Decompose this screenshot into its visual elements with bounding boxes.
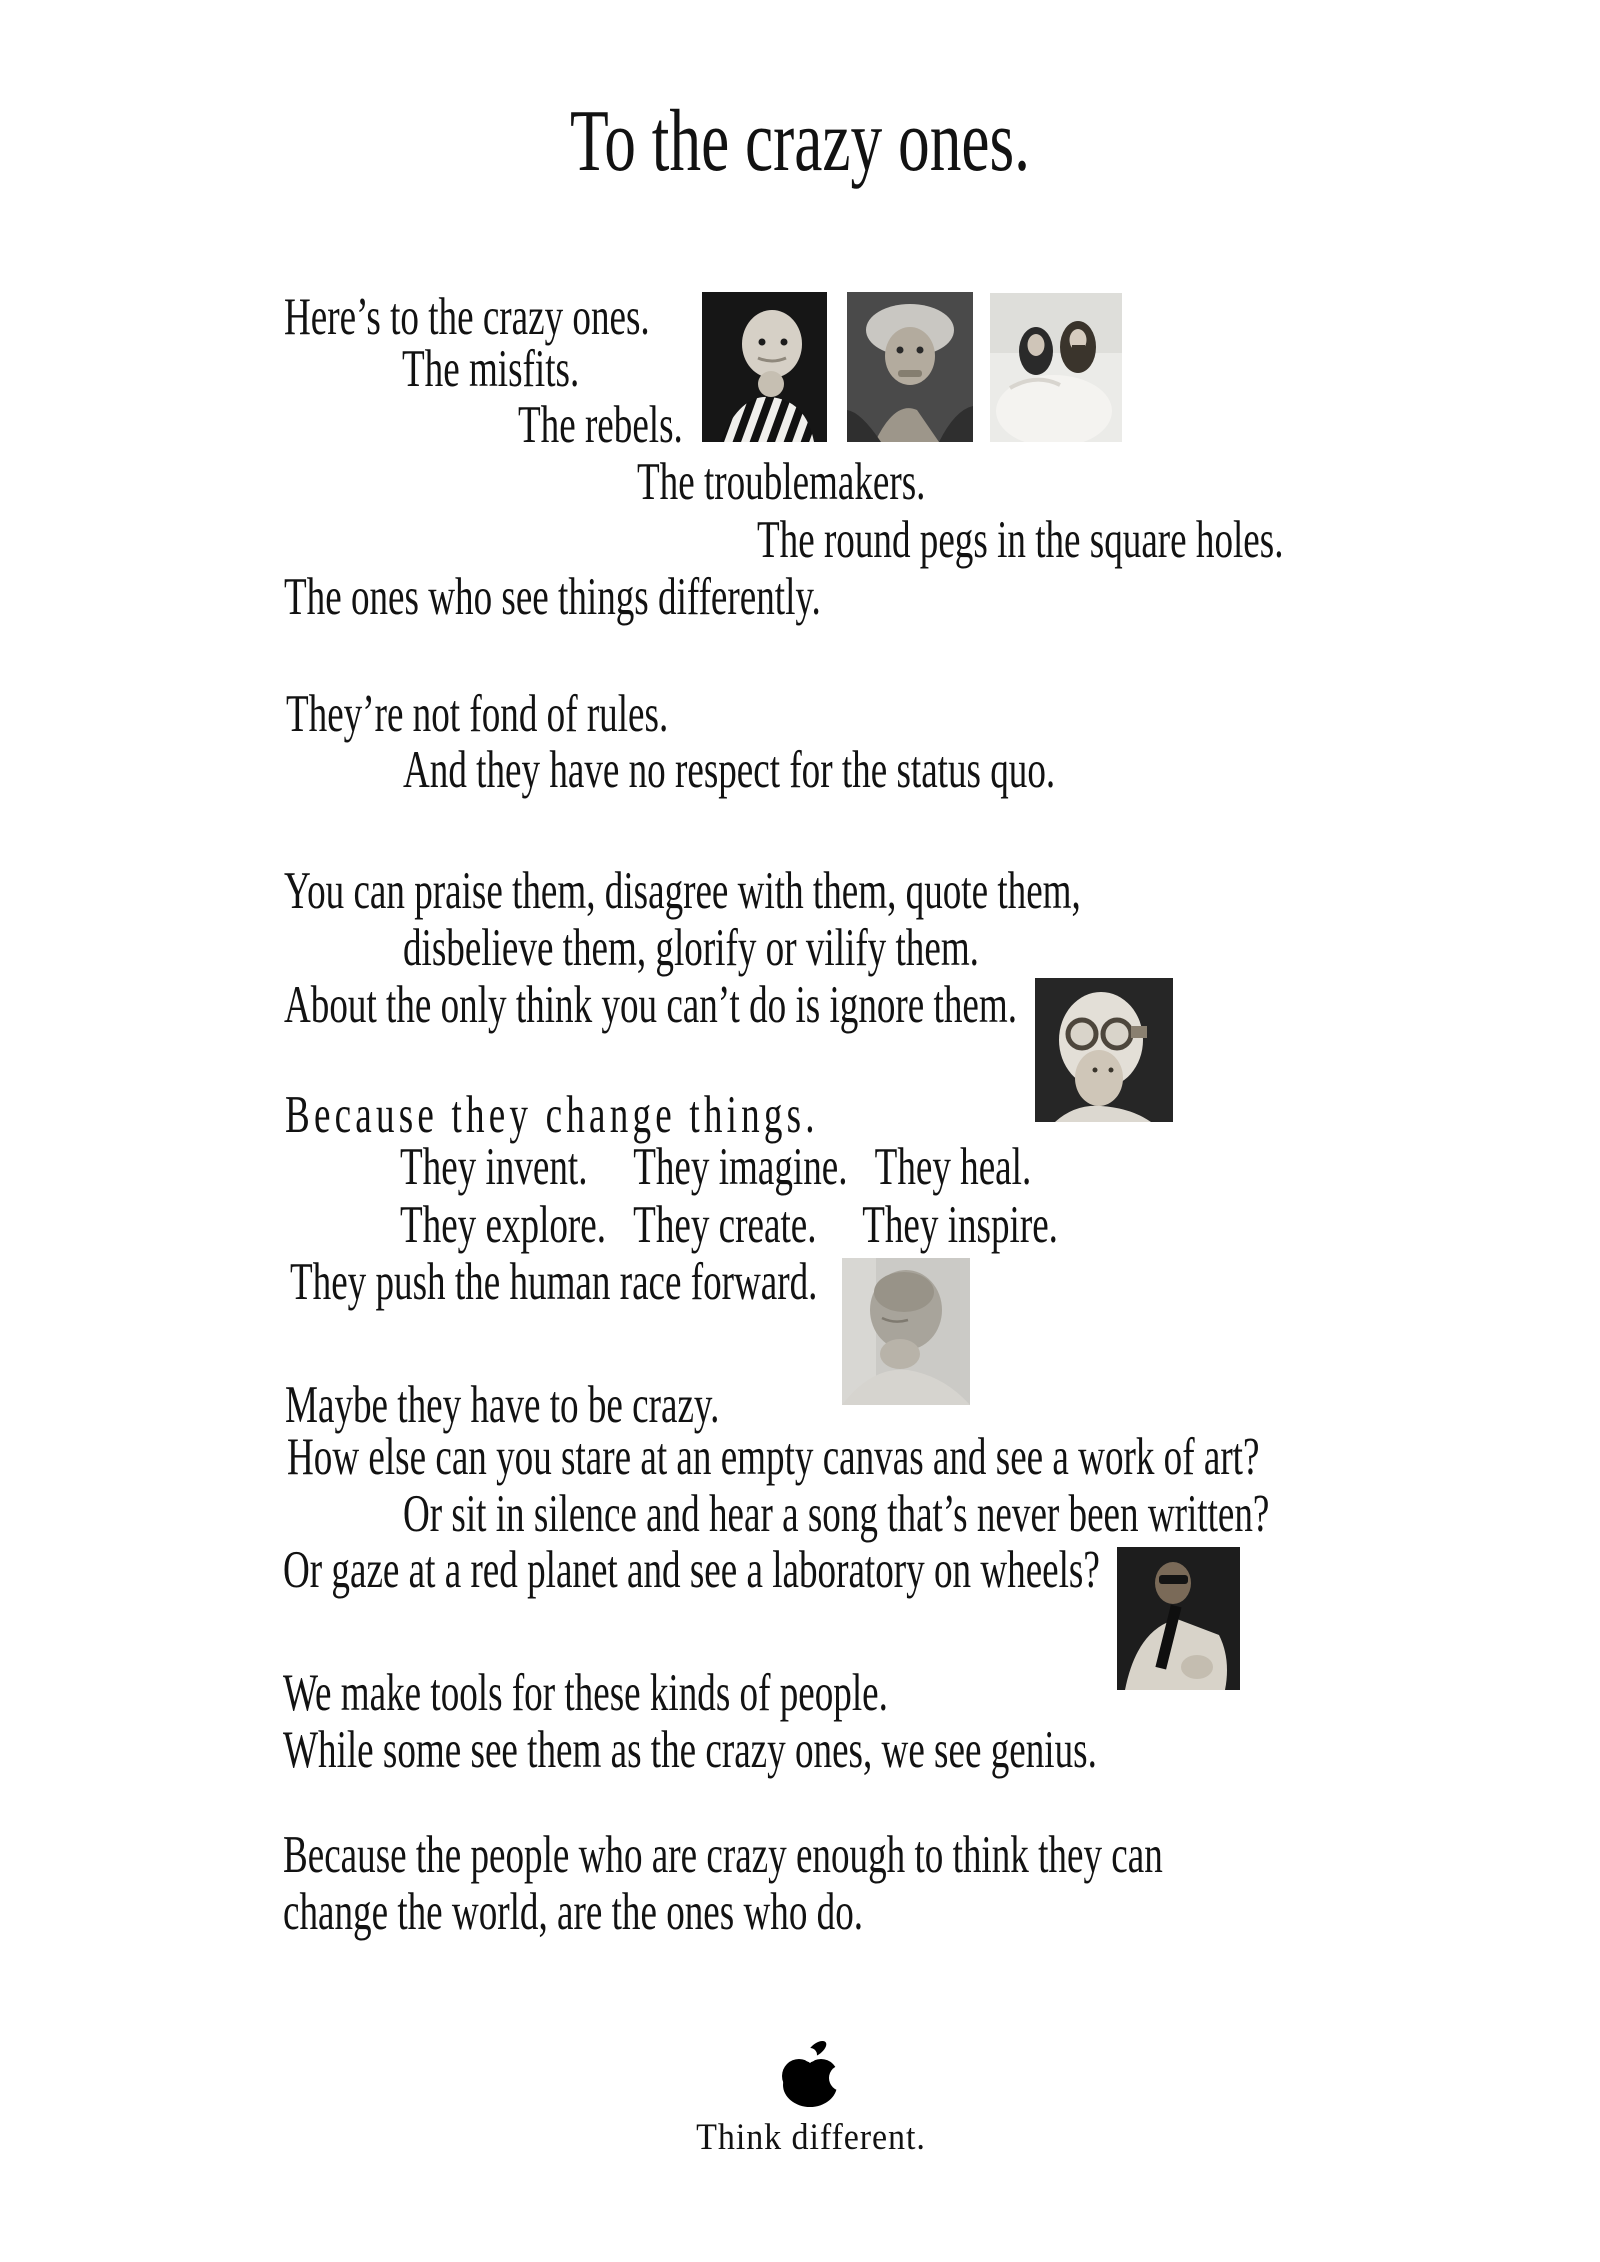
- photo-einstein: [847, 292, 973, 442]
- photo-miles-davis: [1117, 1547, 1240, 1690]
- body-line: disbelieve them, glorify or vilify them.: [403, 919, 979, 977]
- body-line: While some see them as the crazy ones, we see genius.: [283, 1721, 1097, 1779]
- body-line: We make tools for these kinds of people.: [283, 1664, 888, 1722]
- body-line: You can praise them, disagree with them, quote them,: [284, 862, 1081, 920]
- body-line: The ones who see things differently.: [284, 568, 821, 626]
- body-line: The misfits.: [402, 340, 580, 398]
- body-line: The troublemakers.: [637, 453, 926, 511]
- body-line: Or gaze at a red planet and see a laboratory on wheels?: [283, 1541, 1100, 1599]
- body-line: The round pegs in the square holes.: [757, 511, 1284, 569]
- photo-lennon-ono: [990, 293, 1122, 442]
- page-title: To the crazy ones.: [569, 93, 1031, 190]
- photo-gandhi: [842, 1258, 970, 1405]
- body-line: Maybe they have to be crazy.: [285, 1376, 720, 1434]
- photo-picasso: [702, 292, 827, 442]
- body-line: The rebels.: [518, 396, 683, 454]
- tagline: Think different.: [696, 2117, 926, 2158]
- body-line: They explore. They create. They inspire.: [400, 1196, 1058, 1254]
- body-line: Here’s to the crazy ones.: [284, 288, 650, 346]
- body-line: Because the people who are crazy enough to think they can: [283, 1826, 1163, 1884]
- body-line: And they have no respect for the status quo.: [403, 741, 1056, 799]
- body-line: About the only think you can’t do is ignore them.: [284, 976, 1017, 1034]
- body-line: They invent. They imagine. They heal.: [400, 1138, 1032, 1196]
- apple-logo-icon: [778, 2038, 842, 2110]
- body-line: They’re not fond of rules.: [286, 685, 669, 743]
- body-line: How else can you stare at an empty canvas and see a work of art?: [287, 1428, 1260, 1486]
- body-line: They push the human race forward.: [290, 1253, 818, 1311]
- photo-earhart: [1035, 978, 1173, 1122]
- body-line: change the world, are the ones who do.: [283, 1883, 864, 1941]
- body-line: Because they change things.: [285, 1086, 819, 1144]
- body-line: Or sit in silence and hear a song that’s never been written?: [403, 1485, 1270, 1543]
